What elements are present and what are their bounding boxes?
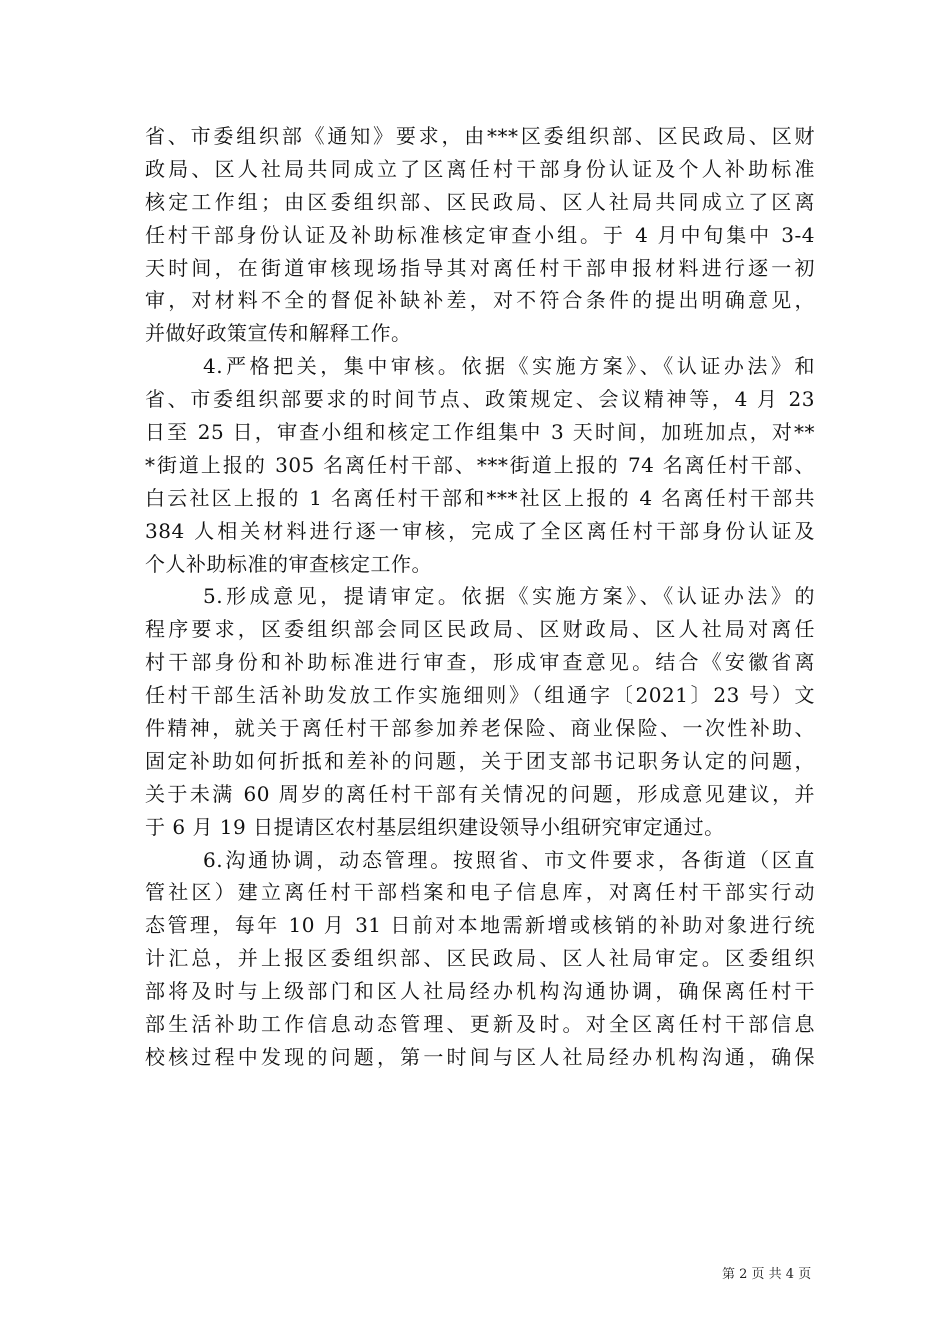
paragraph-item-6 [145, 844, 815, 1074]
text-line: *街道上报的 305 名离任村干部、***街道上报的 74 名离任村干部、 [145, 452, 815, 477]
text-line: 日至 25 日，审查小组和核定工作组集中 3 天时间，加班加点，对** [145, 420, 815, 445]
text-line: 个人补助标准的审查核定工作。 [145, 551, 432, 576]
text-line: 程序要求，区委组织部会同区民政局、区财政局、区人社局对离任 [145, 617, 815, 642]
text-line: 固定补助如何折抵和差补的问题，关于团支部书记职务认定的问题， [145, 748, 815, 773]
text-line: 态管理，每年 10 月 31 日前对本地需新增或核销的补助对象进行统 [145, 913, 815, 938]
text-line: 白云社区上报的 1 名离任村干部和***社区上报的 4 名离任村干部共 [145, 485, 815, 510]
text-line: 4.严格把关，集中审核。依据《实施方案》、《认证办法》和 [203, 354, 815, 379]
text-line: 审，对材料不全的督促补缺补差，对不符合条件的提出明确意见， [145, 288, 815, 313]
text-line: 省、市委组织部《通知》要求，由***区委组织部、区民政局、区财 [145, 124, 815, 148]
text-line: 任村干部生活补助发放工作实施细则》（组通字〔2021〕23 号）文 [145, 683, 815, 708]
text-line: 管社区）建立离任村干部档案和电子信息库，对离任村干部实行动 [145, 880, 815, 905]
text-line: 政局、区人社局共同成立了区离任村干部身份认证及个人补助标准 [145, 156, 815, 181]
page-number: 第 2 页 共 4 页 [722, 1267, 812, 1282]
text-line: 5.形成意见，提请审定。依据《实施方案》、《认证办法》的 [203, 584, 815, 609]
text-line: 384 人相关材料进行逐一审核，完成了全区离任村干部身份认证及 [145, 518, 815, 543]
text-line: 核定工作组；由区委组织部、区民政局、区人社局共同成立了区离 [145, 189, 815, 214]
text-line: 天时间，在街道审核现场指导其对离任村干部申报材料进行逐一初 [145, 255, 815, 280]
text-line: 任村干部身份认证及补助标准核定审查小组。于 4 月中旬集中 3-4 [145, 222, 815, 247]
text-line: 并做好政策宣传和解释工作。 [145, 321, 412, 346]
text-line: 6.沟通协调，动态管理。按照省、市文件要求，各街道（区直 [203, 847, 815, 872]
text-line: 件精神，就关于离任村干部参加养老保险、商业保险、一次性补助、 [145, 716, 815, 741]
text-line: 村干部身份和补助标准进行审查，形成审查意见。结合《安徽省离 [145, 650, 815, 675]
text-line: 于 6 月 19 日提请区农村基层组织建设领导小组研究审定通过。 [145, 814, 725, 839]
text-line: 省、市委组织部要求的时间节点、政策规定、会议精神等，4 月 23 [145, 387, 815, 412]
text-line: 部将及时与上级部门和区人社局经办机构沟通协调，确保离任村干 [145, 979, 815, 1004]
paragraph-item-5 [145, 580, 815, 843]
text-line: 校核过程中发现的问题，第一时间与区人社局经办机构沟通，确保 [145, 1044, 815, 1069]
paragraph-item-4 [145, 350, 815, 580]
text-line: 部生活补助工作信息动态管理、更新及时。对全区离任村干部信息 [145, 1012, 815, 1037]
text-line: 关于未满 60 周岁的离任村干部有关情况的问题，形成意见建议，并 [145, 781, 815, 806]
paragraph-continuation [145, 120, 815, 350]
document-body [145, 120, 815, 1074]
text-line: 计汇总，并上报区委组织部、区民政局、区人社局审定。区委组织 [145, 946, 815, 971]
